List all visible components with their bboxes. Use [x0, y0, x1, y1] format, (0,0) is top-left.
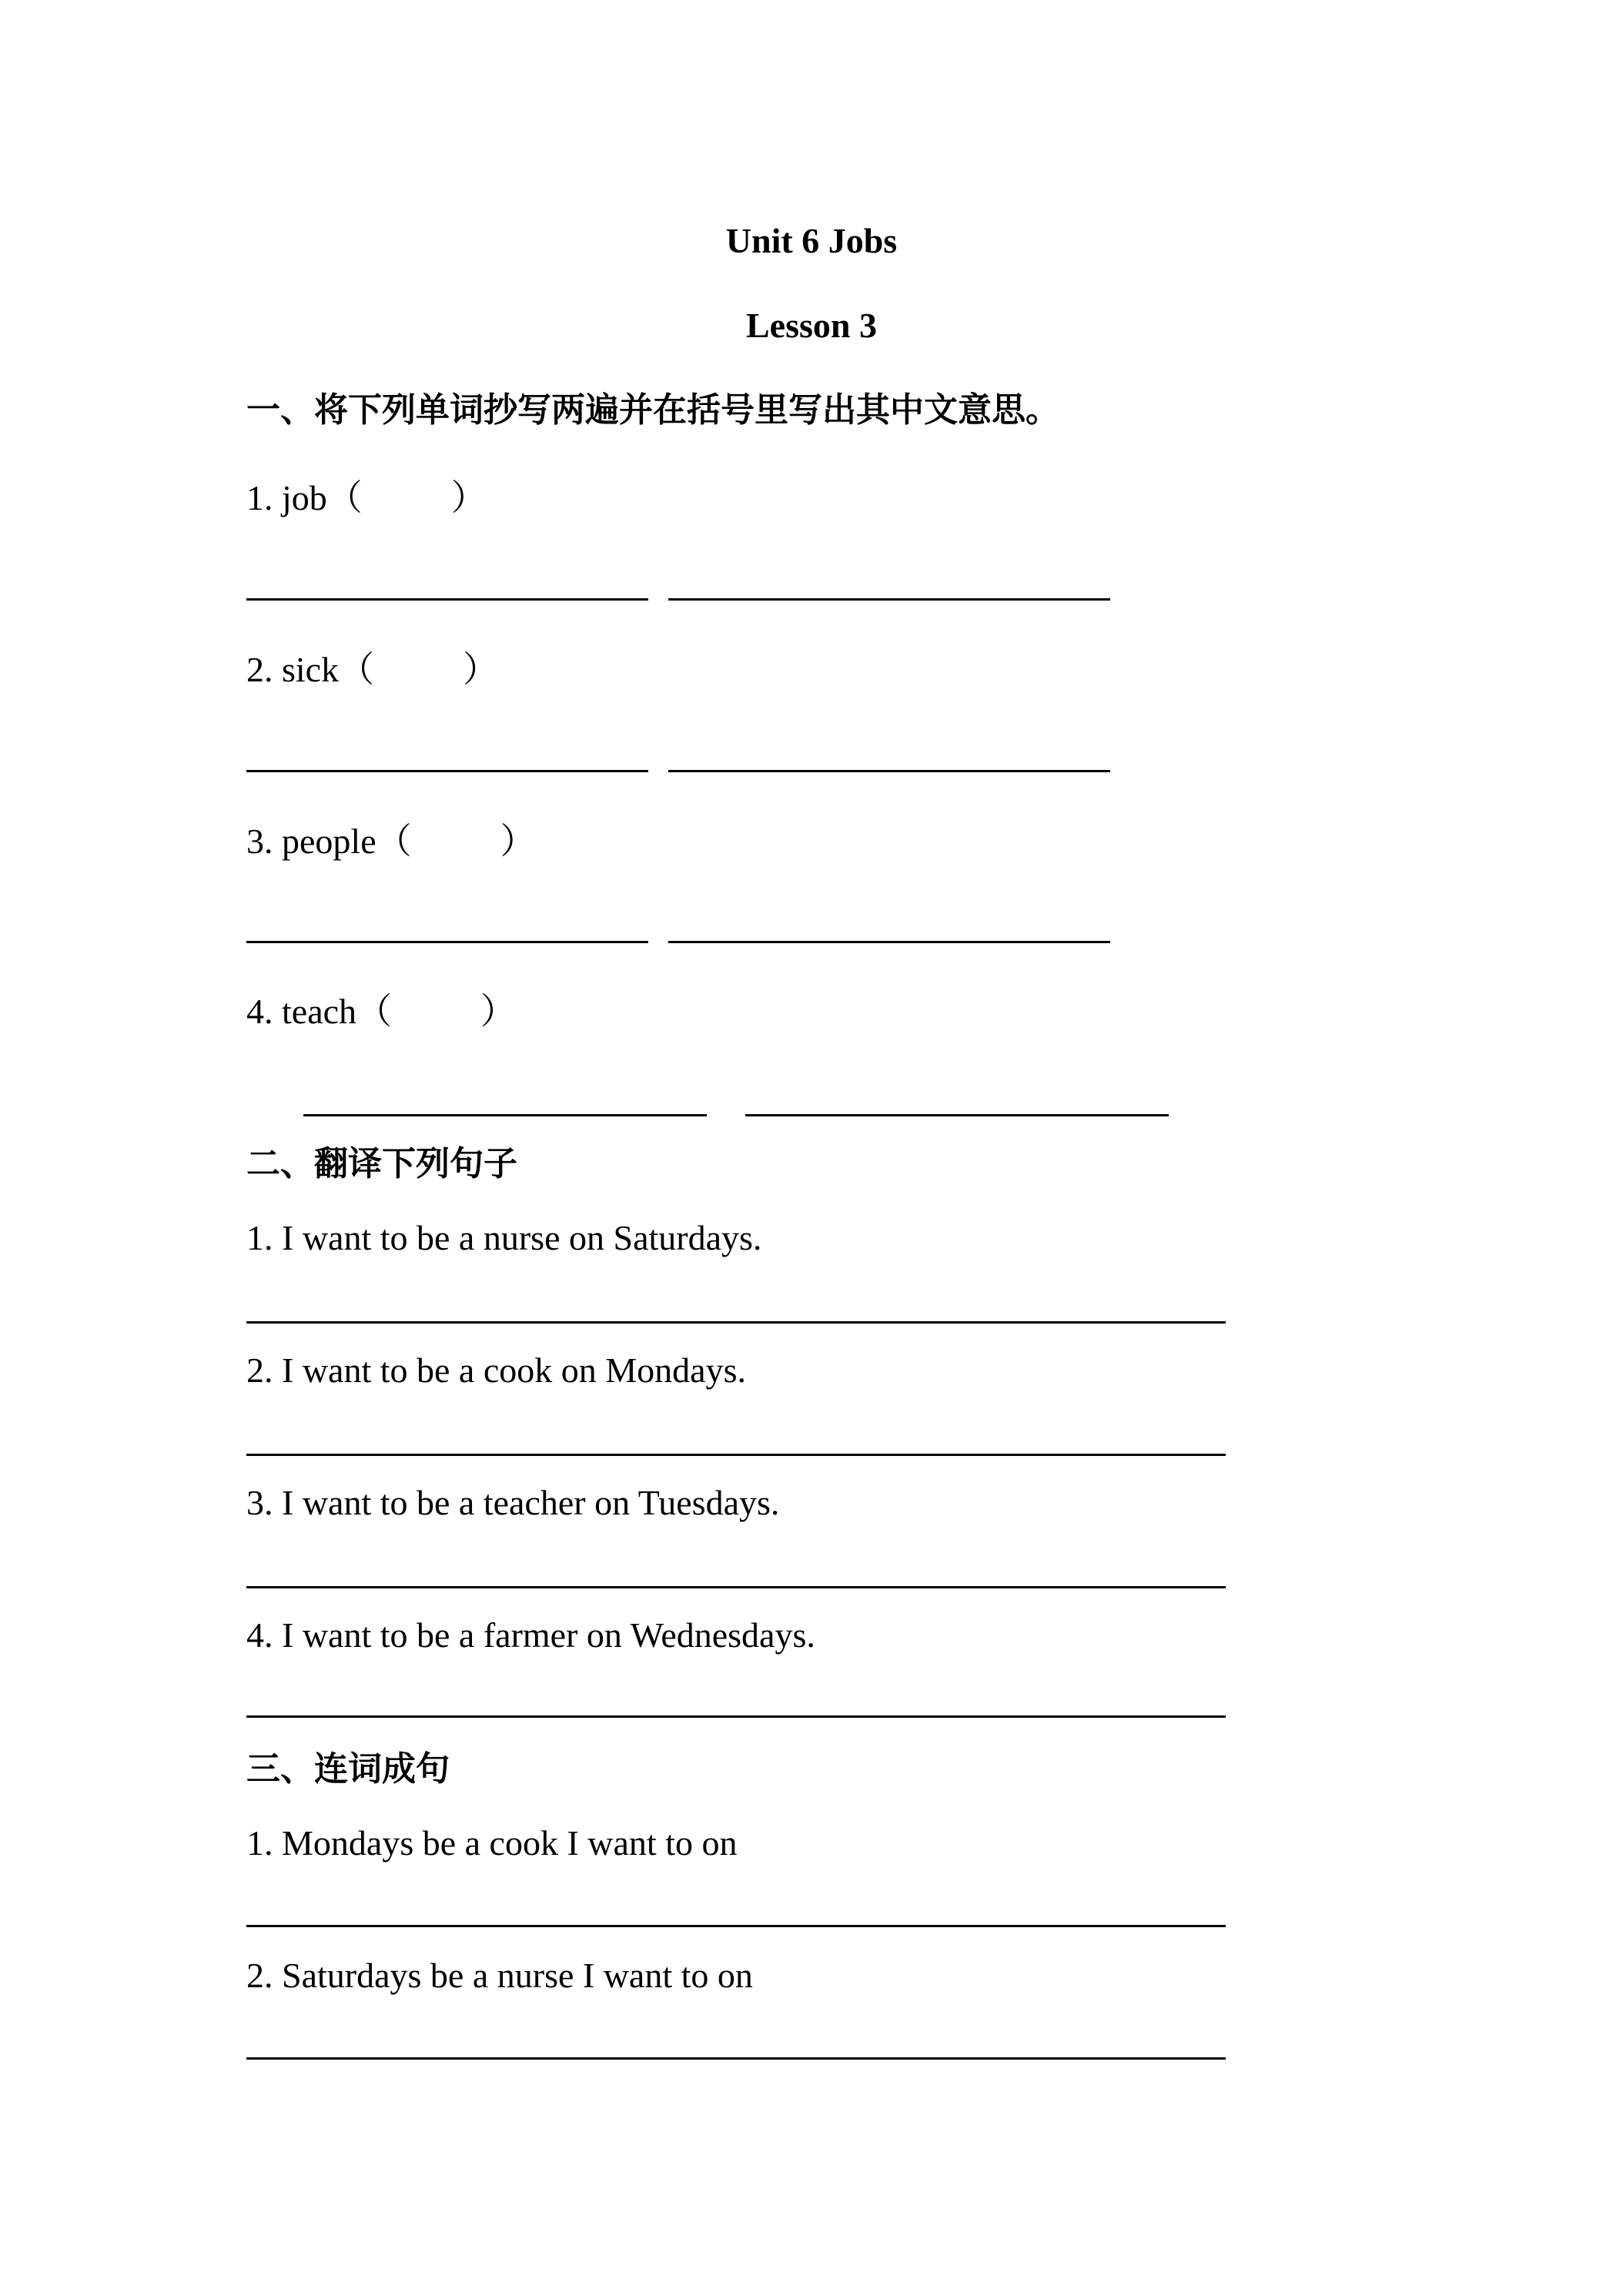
copy-line-people-1[interactable] — [246, 941, 648, 943]
copy-line-teach-1[interactable] — [303, 1114, 707, 1116]
sentence-item-3: 3. I want to be a teacher on Tuesdays. — [246, 1483, 780, 1522]
copy-line-teach-2[interactable] — [745, 1114, 1169, 1116]
scramble-item-1: 1. Mondays be a cook I want to on — [246, 1823, 738, 1863]
answer-line-scramble-2[interactable] — [246, 2057, 1226, 2060]
copy-line-people-2[interactable] — [668, 941, 1110, 943]
sentence-item-4: 4. I want to be a farmer on Wednesdays. — [246, 1615, 815, 1655]
answer-line-sentence-3[interactable] — [246, 1586, 1226, 1588]
word-item-job: 1. job（ ） — [246, 478, 487, 517]
word-item-people: 3. people（ ） — [246, 822, 536, 861]
copy-line-sick-2[interactable] — [668, 770, 1110, 772]
scramble-item-2: 2. Saturdays be a nurse I want to on — [246, 1956, 753, 1995]
word-item-teach: 4. teach（ ） — [246, 992, 517, 1031]
word-item-sick: 2. sick（ ） — [246, 650, 499, 689]
answer-line-sentence-1[interactable] — [246, 1321, 1226, 1324]
answer-line-sentence-4[interactable] — [246, 1715, 1226, 1718]
copy-line-sick-1[interactable] — [246, 770, 648, 772]
section3-heading: 三、连词成句 — [246, 1749, 450, 1789]
copy-line-job-1[interactable] — [246, 598, 648, 601]
section1-heading: 一、将下列单词抄写两遍并在括号里写出其中文意思。 — [246, 390, 1059, 430]
sentence-item-2: 2. I want to be a cook on Mondays. — [246, 1350, 746, 1390]
sentence-item-1: 1. I want to be a nurse on Saturdays. — [246, 1218, 762, 1257]
page-title: Unit 6 Jobs — [725, 221, 898, 260]
section2-heading: 二、翻译下列句子 — [246, 1144, 517, 1183]
lesson-title: Lesson 3 — [746, 306, 877, 345]
answer-line-sentence-2[interactable] — [246, 1454, 1226, 1456]
answer-line-scramble-1[interactable] — [246, 1925, 1226, 1927]
copy-line-job-2[interactable] — [668, 598, 1110, 601]
